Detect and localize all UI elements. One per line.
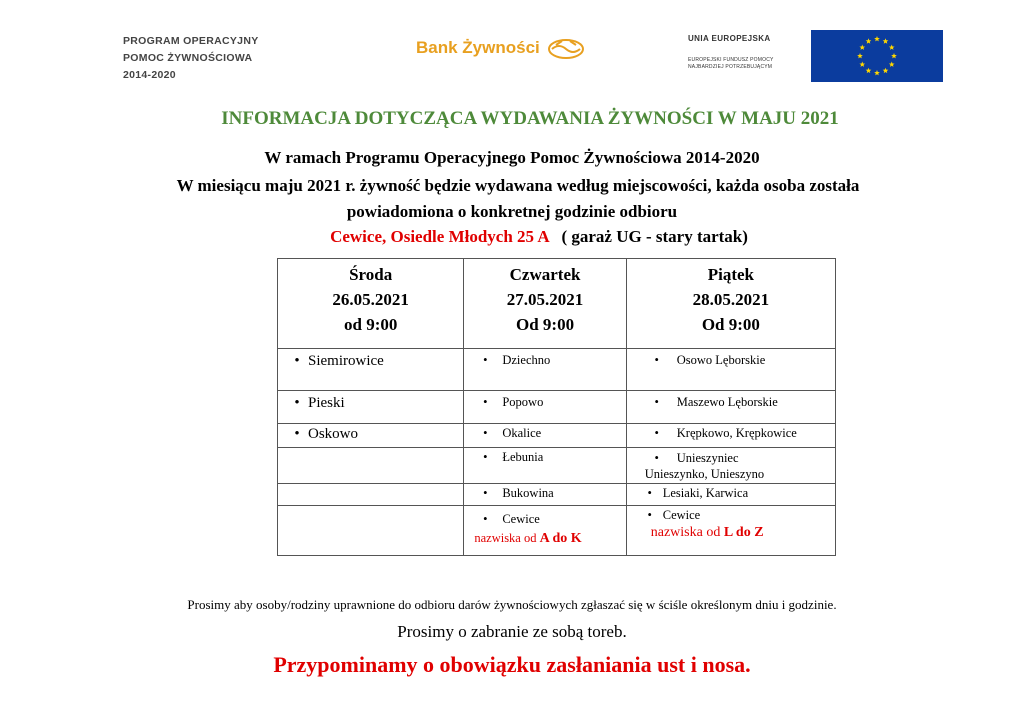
eu-flag-icon bbox=[811, 30, 943, 82]
village-name: Bukowina bbox=[502, 486, 554, 500]
intro-line-3: powiadomiona o konkretnej godzinie odbioru bbox=[346, 202, 678, 221]
bullet-icon: • bbox=[483, 512, 488, 526]
bullet-icon: • bbox=[654, 353, 659, 367]
table-cell bbox=[626, 424, 835, 448]
day-time: Od 9:00 bbox=[701, 315, 760, 334]
table-cell bbox=[278, 506, 464, 556]
bank-logo bbox=[416, 36, 586, 60]
table-row bbox=[278, 349, 836, 391]
village-name: Osowo Lęborskie bbox=[676, 353, 766, 367]
table-row bbox=[278, 506, 836, 556]
bullet-icon: • bbox=[294, 395, 300, 411]
bullet-icon: • bbox=[654, 426, 659, 440]
eu-sub-line: EUROPEJSKI FUNDUSZ POMOCY bbox=[688, 57, 774, 63]
program-logo-line: POMOC ŻYWNOŚCIOWA bbox=[123, 52, 253, 64]
table-row bbox=[278, 391, 836, 424]
bullet-icon: • bbox=[483, 450, 488, 464]
day-name: Czwartek bbox=[509, 265, 581, 284]
table-header-row bbox=[278, 259, 836, 349]
bank-name: Bank Żywności bbox=[416, 38, 540, 57]
village-name: Cewice bbox=[662, 508, 701, 522]
village-name: Siemirowice bbox=[308, 353, 384, 369]
program-logo bbox=[123, 33, 259, 84]
location-address: Cewice, Osiedle Młodych 25 A bbox=[330, 227, 549, 246]
day-name: Środa bbox=[349, 265, 393, 284]
bullet-icon: • bbox=[483, 486, 488, 500]
day-date: 28.05.2021 bbox=[692, 290, 770, 309]
surname-range: L do Z bbox=[723, 525, 764, 540]
table-cell bbox=[626, 506, 835, 556]
eu-text-block bbox=[688, 34, 774, 71]
bank-emblem-icon bbox=[546, 36, 586, 60]
village-name: Maszewo Lęborskie bbox=[676, 395, 778, 409]
table-cell bbox=[464, 484, 626, 506]
footer-bags-request: Prosimy o zabranie ze sobą toreb. bbox=[397, 622, 627, 641]
eu-title: UNIA EUROPEJSKA bbox=[688, 34, 771, 43]
location-line bbox=[27, 227, 1024, 247]
table-cell bbox=[278, 391, 464, 424]
header-cell-friday bbox=[626, 259, 835, 349]
table-cell bbox=[278, 349, 464, 391]
day-time: od 9:00 bbox=[343, 315, 398, 334]
location-note: ( garaż UG - stary tartak) bbox=[561, 227, 748, 246]
day-date: 26.05.2021 bbox=[332, 290, 409, 309]
eu-sub-line: NAJBARDZIEJ POTRZEBUJĄCYM bbox=[688, 64, 773, 70]
village-name: Łebunia bbox=[502, 450, 544, 464]
table-cell bbox=[626, 391, 835, 424]
day-time: Od 9:00 bbox=[516, 315, 575, 334]
bullet-icon: • bbox=[654, 451, 659, 465]
table-cell bbox=[278, 484, 464, 506]
table-cell bbox=[464, 448, 626, 484]
surname-range-note bbox=[474, 531, 625, 547]
bullet-icon: • bbox=[647, 508, 652, 522]
intro-line-1: W ramach Programu Operacyjnego Pomoc Żywnościowa 2014-2020 bbox=[264, 148, 760, 167]
header-cell-thursday bbox=[464, 259, 626, 349]
village-name: Unieszyniec bbox=[676, 451, 739, 465]
distribution-schedule-table bbox=[277, 258, 836, 556]
table-cell bbox=[626, 448, 835, 484]
surname-range-note bbox=[651, 525, 835, 541]
footer-instruction: Prosimy aby osoby/rodziny uprawnione do odbioru darów żywnościowych zgłaszać się w ściśle określonym dniu i godzinie. bbox=[187, 597, 837, 612]
table-cell bbox=[464, 424, 626, 448]
bullet-icon: • bbox=[483, 353, 488, 367]
intro-line-2: W miesiącu maju 2021 r. żywność będzie wydawana według miejscowości, każda osoba została bbox=[176, 176, 860, 195]
footer-mask-reminder: Przypominamy o obowiązku zasłaniania ust i nosa. bbox=[273, 652, 751, 677]
bullet-icon: • bbox=[483, 395, 488, 409]
day-name: Piątek bbox=[707, 265, 755, 284]
village-name: Krępkowo, Krępkowice bbox=[676, 426, 797, 440]
bullet-icon: • bbox=[654, 395, 659, 409]
table-cell bbox=[464, 391, 626, 424]
table-row bbox=[278, 448, 836, 484]
header-cell-wednesday bbox=[278, 259, 464, 349]
table-cell bbox=[626, 349, 835, 391]
bullet-icon: • bbox=[647, 486, 652, 500]
table-row bbox=[278, 484, 836, 506]
bullet-icon: • bbox=[294, 353, 300, 369]
table-cell bbox=[278, 448, 464, 484]
surname-prefix: nazwiska od bbox=[650, 525, 721, 540]
program-logo-line: 2014-2020 bbox=[123, 69, 176, 81]
village-name: Cewice bbox=[502, 512, 540, 526]
village-name: Popowo bbox=[502, 395, 544, 409]
table-cell bbox=[464, 506, 626, 556]
table-cell bbox=[464, 349, 626, 391]
program-logo-line: PROGRAM OPERACYJNY bbox=[123, 35, 259, 47]
surname-range: A do K bbox=[539, 531, 582, 546]
table-cell bbox=[278, 424, 464, 448]
day-date: 27.05.2021 bbox=[506, 290, 584, 309]
surname-prefix: nazwiska od bbox=[474, 531, 537, 545]
village-name: Oskowo bbox=[308, 426, 359, 442]
village-name: Dziechno bbox=[502, 353, 551, 367]
village-name: Okalice bbox=[502, 426, 542, 440]
bullet-icon: • bbox=[294, 426, 300, 442]
village-name: Pieski bbox=[308, 395, 345, 411]
village-name-continuation: Unieszynko, Unieszyno bbox=[644, 467, 765, 481]
bullet-icon: • bbox=[483, 426, 488, 440]
page-title: INFORMACJA DOTYCZĄCA WYDAWANIA ŻYWNOŚCI W MAJU 2021 bbox=[221, 108, 839, 129]
village-name: Lesiaki, Karwica bbox=[662, 486, 749, 500]
table-row bbox=[278, 424, 836, 448]
table-cell bbox=[626, 484, 835, 506]
